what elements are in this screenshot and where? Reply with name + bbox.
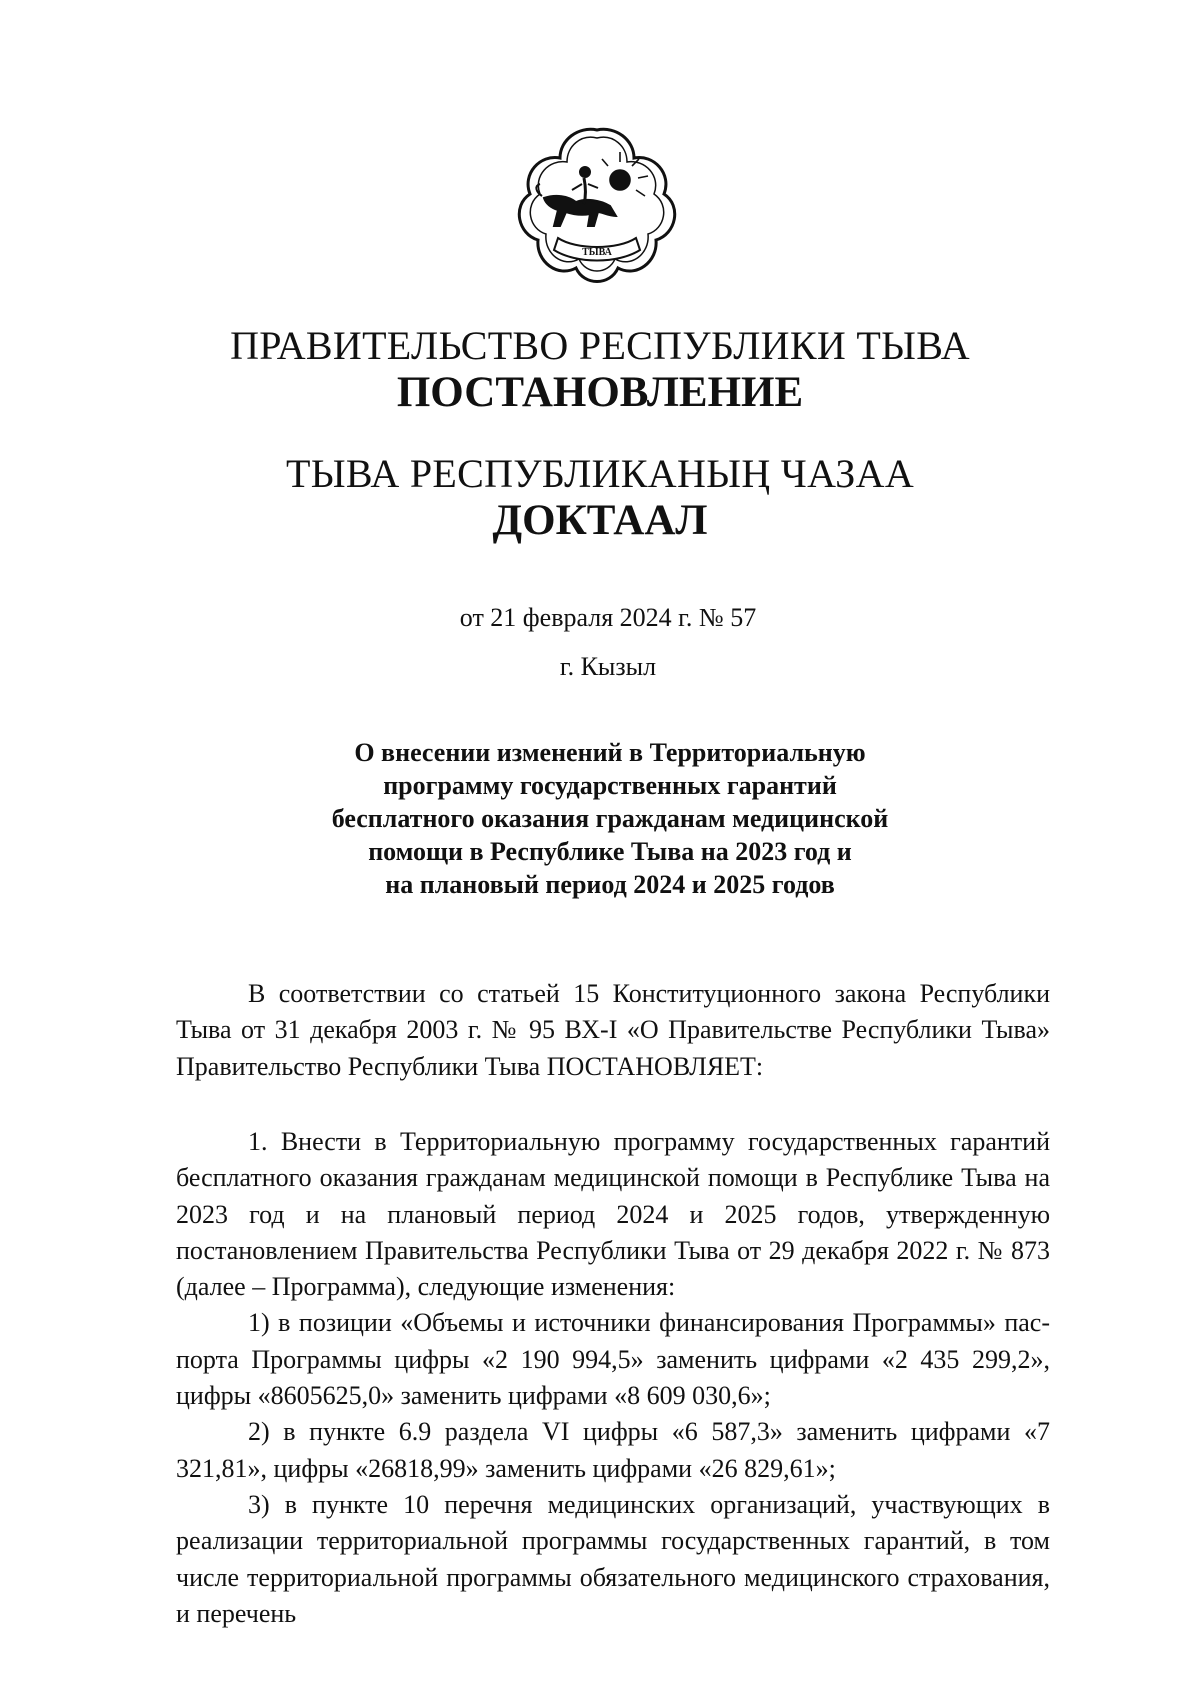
- government-name-tyv: ТЫВА РЕСПУБЛИКАНЫҢ ЧАЗАА: [285, 451, 915, 496]
- horse-rider-icon: [536, 167, 616, 226]
- body-paragraph: 1) в позиции «Объемы и источники финансирования Программы» паспорта Программы цифры «2 190 994,5» заменить цифрами «2 435 299,2», цифры «8605625,0» заменить цифрами «8 609 030,6»;: [176, 1308, 1050, 1411]
- decree-type-ru: ПОСТАНОВЛЕНИЕ: [396, 369, 804, 416]
- decree-type-tyv: ДОКТААЛ: [492, 497, 708, 544]
- government-name-ru: ПРАВИТЕЛЬСТВО РЕСПУБЛИКИ ТЫВА: [230, 323, 970, 368]
- decree-title-line: помощи в Республике Тыва на 2023 год и: [368, 837, 852, 866]
- decree-city: г. Кызыл: [559, 652, 657, 681]
- body-paragraph: 1. Внести в Территориальную программу государственных гарантий бесплатного оказания гражданам медицинской помощи в Республике Тыва на 2023 год и на плановый период 2024 и 2025 годов, утвержденную постановлением Правительства Республики Тыва от 29 декабря 2022 г. № 873 (далее – Программа), следующие изменения:: [176, 1127, 1050, 1302]
- body-paragraph: 3) в пункте 10 перечня медицинских организаций, участвующих в реализации территориальной программы государственных гарантий, в том числе территориальной программы обязательного медицинского страхования, и перечень: [176, 1489, 1050, 1628]
- decree-body: [176, 1124, 1050, 1632]
- decree-title-line: О внесении изменений в Территориальную: [354, 738, 866, 767]
- decree-title-line: бесплатного оказания гражданам медицинской: [331, 804, 889, 833]
- decree-title: [200, 736, 1020, 901]
- body-paragraph: 2) в пункте 6.9 раздела VI цифры «6 587,3» заменить цифрами «7 321,81», цифры «26818,99» заменить цифрами «26 829,61»;: [176, 1417, 1050, 1483]
- preamble: [176, 976, 1050, 1085]
- decree-title-line: программу государственных гарантий: [383, 771, 837, 800]
- decree-title-line: на плановый период 2024 и 2025 годов: [385, 870, 835, 899]
- emblem-ribbon-text: ТЫВА: [582, 247, 612, 258]
- coat-of-arms-emblem: [512, 118, 682, 288]
- decree-date-number: от 21 февраля 2024 г. № 57: [459, 603, 757, 632]
- preamble-paragraph: В соответствии со статьей 15 Конституционного закона Республики Тыва от 31 декабря 2003 г. № 95 ВХ-I «О Правительстве Республики Тыва» Правительство Республики Тыва ПОСТАНОВЛЯЕТ:: [176, 979, 1050, 1081]
